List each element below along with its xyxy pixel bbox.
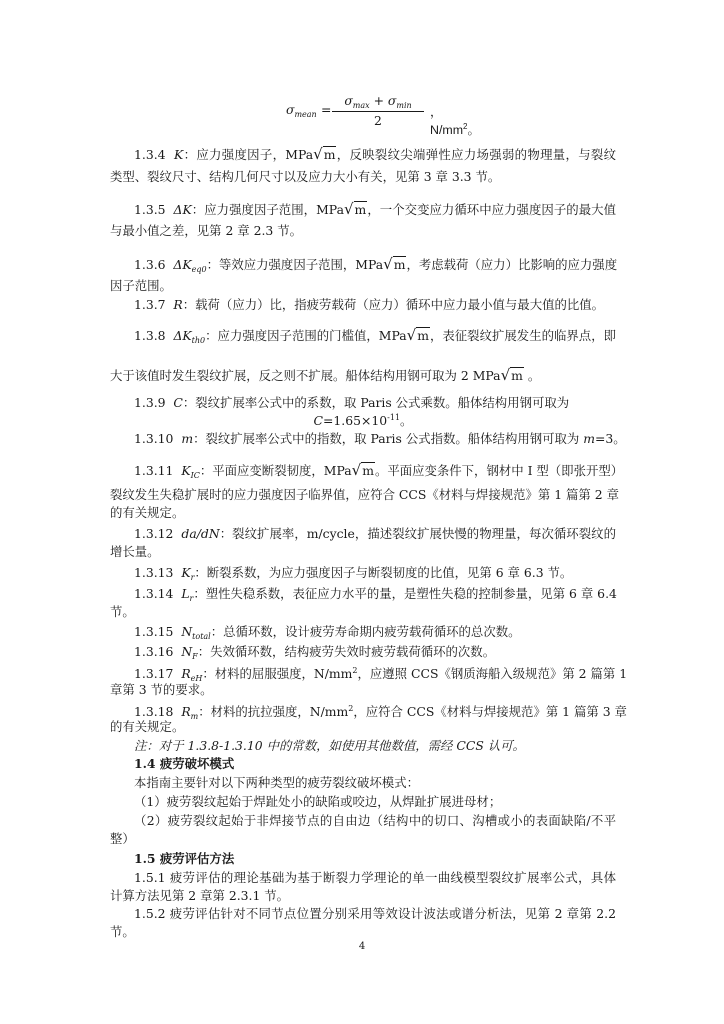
clause-1-3-17-line2: 章第 3 节的要求。 <box>110 682 213 697</box>
clause-text: ：裂纹扩展率公式中的系数，取 Paris 公式乘数。船体结构用钢可取为 <box>182 395 570 410</box>
clause-text: ：塑性失稳系数，表征应力水平的量，是塑性失稳的控制参量，见第 6 章 6.4 <box>193 586 617 601</box>
clause-symbol: da/dN <box>181 526 220 541</box>
unit-sup: 2 <box>352 666 358 675</box>
section-1-4-item-1: （1）疲劳裂纹起始于焊趾处小的缺陷或咬边，从焊趾扩展进母材； <box>134 794 502 809</box>
clause-symbol: ΔK <box>173 328 192 343</box>
clause-1-3-12-line2: 增长量。 <box>110 544 160 559</box>
clause-1-3-18-line2: 的有关规定。 <box>110 719 185 734</box>
clause-1-3-13 <box>134 565 616 586</box>
clause-1-5-2-line2: 节。 <box>110 924 135 939</box>
sqrt-icon: √m <box>406 326 429 344</box>
clause-text: ，考虑载荷（应力）比影响的应力强度 <box>406 257 618 272</box>
sqrt-radicand: m <box>393 257 406 272</box>
clause-1-3-16 <box>134 644 616 665</box>
clause-symbol-sub: F <box>192 652 198 661</box>
clause-symbol: ΔK <box>173 202 192 217</box>
clause-text: ：载荷（应力）比，指疲劳载荷（应力）循环中应力最小值与最大值的比值。 <box>182 297 605 312</box>
clause-text: 大于该值时发生裂纹扩展，反之则不扩展。船体结构用钢可取为 2 MPa <box>110 368 501 383</box>
clause-1-5-1-line2: 计算方法见第 2 章第 2.3.1 节。 <box>110 888 290 903</box>
clause-1-3-15 <box>134 624 616 645</box>
clause-symbol: K <box>181 463 191 478</box>
sqrt-radicand: m <box>354 202 367 217</box>
clause-text: 。 <box>523 368 541 383</box>
clause-text: ：材料的抗拉强度，N/mm <box>198 704 349 719</box>
sqrt-radicand: m <box>323 147 336 162</box>
clause-number: 1.3.11 <box>134 463 174 478</box>
clause-number: 1.3.12 <box>134 526 174 541</box>
clause-number: 1.3.6 <box>134 257 166 272</box>
num-b: σ <box>387 93 397 108</box>
clause-number: 1.3.14 <box>134 586 174 601</box>
clause-number: 1.3.16 <box>134 644 174 659</box>
clause-1-3-12-line1 <box>134 526 616 542</box>
formula-lhs-sub: mean <box>294 110 317 119</box>
clause-text: ：材料的屈服强度，N/mm <box>202 666 353 681</box>
clause-number: 1.3.4 <box>134 147 166 162</box>
clause-1-3-11-line2: 裂纹发生失稳扩展时的应力强度因子临界值，应符合 CCS《材料与焊接规范》第 1 篇第 2 章 <box>110 487 619 502</box>
clause-symbol: R <box>173 297 183 312</box>
note: 注：对于 1.3.8-1.3.10 中的常数，如使用其他数值，需经 CCS 认可。 <box>134 738 525 753</box>
formula-denominator: 2 <box>374 113 382 128</box>
clause-1-3-9-equation <box>110 410 616 429</box>
clause-text: ：等效应力强度因子范围，MPa <box>206 257 384 272</box>
num-plus: + <box>369 93 388 108</box>
clause-symbol-sub: r <box>190 573 195 582</box>
clause-symbol: N <box>181 644 193 659</box>
sqrt-radicand: m <box>417 328 429 343</box>
formula-lhs: σ <box>286 102 295 117</box>
clause-text: =3。 <box>594 431 626 446</box>
clause-1-5-1-line1: 1.5.1 疲劳评估的理论基础为基于断裂力学理论的单一曲线模型裂纹扩展率公式，具体 <box>134 870 616 885</box>
clause-symbol-sub: eH <box>190 674 203 683</box>
eq-symbol: C <box>313 413 324 428</box>
clause-symbol: K <box>174 147 184 162</box>
clause-1-3-8-line2 <box>110 367 616 384</box>
clause-text: 。平面应变条件下，钢材中 I 型（即张开型） <box>374 463 624 478</box>
clause-text: ：裂纹扩展率公式中的指数，取 Paris 公式指数。船体结构用钢可取为 <box>193 431 584 446</box>
clause-symbol: K <box>181 565 191 580</box>
clause-number: 1.3.13 <box>134 565 174 580</box>
section-1-5-heading: 1.5 疲劳评估方法 <box>134 851 235 866</box>
clause-1-3-7 <box>134 297 616 313</box>
clause-text: ，应符合 CCS《材料与焊接规范》第 1 篇第 3 章 <box>353 704 627 719</box>
clause-1-3-11-line3: 的有关规定。 <box>110 505 185 520</box>
sqrt-icon: √m <box>383 255 406 273</box>
clause-1-3-10 <box>134 431 626 447</box>
eq-end: 。 <box>400 413 413 428</box>
clause-text: ：总循环数，设计疲劳寿命期内疲劳载荷循环的总次数。 <box>210 624 521 639</box>
sqrt-radicand: m <box>362 463 374 478</box>
unit-a: ， N/mm <box>430 105 464 137</box>
clause-symbol-sub: th0 <box>191 336 206 345</box>
clause-text: ：平面应变断裂韧度，MPa <box>199 463 352 478</box>
clause-number: 1.3.10 <box>134 431 174 446</box>
clause-symbol: m <box>181 431 194 446</box>
num-a: σ <box>344 93 353 108</box>
section-1-4-heading: 1.4 疲劳破坏模式 <box>134 756 235 771</box>
clause-text: ：应力强度因子，MPa <box>183 147 314 162</box>
clause-1-3-14-line2: 节。 <box>110 604 135 619</box>
formula-numerator <box>332 93 424 112</box>
clause-symbol-sub: r <box>189 594 194 603</box>
clause-symbol: C <box>173 395 183 410</box>
clause-symbol-sub: eq0 <box>191 265 207 274</box>
clause-1-3-9-line1 <box>134 395 616 411</box>
clause-1-3-4-line1 <box>134 146 616 163</box>
clause-text: ，反映裂纹尖端弹性应力场强弱的物理量，与裂纹 <box>336 147 616 162</box>
clause-number: 1.3.7 <box>134 297 166 312</box>
eq-exponent: -11 <box>387 413 401 422</box>
unit-b: 。 <box>467 123 480 137</box>
clause-1-3-5-line1 <box>134 201 616 218</box>
formula-equals: = <box>321 102 332 117</box>
clause-1-3-6-line2: 因子范围。 <box>110 278 172 293</box>
unit-sup: 2 <box>348 704 354 713</box>
clause-text: ：断裂系数，为应力强度因子与断裂韧度的比值，见第 6 章 6.3 节。 <box>194 565 573 580</box>
clause-text: ：应力强度因子范围的门槛值，MPa <box>205 328 407 343</box>
clause-symbol: R <box>181 666 191 681</box>
clause-symbol: ΔK <box>173 257 192 272</box>
clause-symbol-sub: IC <box>190 471 200 480</box>
clause-text: ：应力强度因子范围，MPa <box>191 202 344 217</box>
clause-symbol: N <box>181 624 193 639</box>
clause-number: 1.3.5 <box>134 202 166 217</box>
mean-stress-formula <box>280 93 480 137</box>
clause-symbol-sub: total <box>192 632 211 641</box>
clause-symbol-sub: m <box>190 712 199 721</box>
page-number: 4 <box>358 941 366 952</box>
clause-1-3-4-line2: 类型、裂纹尺寸、结构几何尺寸以及应力大小有关，见第 3 章 3.3 节。 <box>110 169 501 184</box>
clause-text: ，应遵照 CCS《钢质海船入级规范》第 2 篇第 1 <box>357 666 628 681</box>
eq-value: =1.65×10 <box>323 413 388 428</box>
formula-unit <box>430 102 480 138</box>
clause-text: ，表征裂纹扩展发生的临界点，即 <box>429 328 616 343</box>
sqrt-icon: √m <box>313 145 336 163</box>
sqrt-radicand: m <box>511 368 523 383</box>
num-a-sub: max <box>352 101 370 110</box>
clause-text: ：裂纹扩展率，m/cycle，描述裂纹扩展快慢的物理量，每次循环裂纹的 <box>219 526 616 541</box>
clause-text: ，一个交变应力循环中应力强度因子的最大值 <box>367 202 616 217</box>
clause-1-3-5-line2: 与最小值之差，见第 2 章 2.3 节。 <box>110 223 303 238</box>
section-1-4-intro: 本指南主要针对以下两种类型的疲劳裂纹破坏模式： <box>134 775 419 790</box>
clause-1-3-8-line1 <box>134 327 616 349</box>
num-b-sub: min <box>396 101 412 110</box>
clause-1-3-11-line1 <box>134 461 624 484</box>
clause-number: 1.3.17 <box>134 666 174 681</box>
sqrt-icon: √m <box>343 200 367 218</box>
section-1-4-item-2-line1: （2）疲劳裂纹起始于非焊接节点的自由边（结构中的切口、沟槽或小的表面缺陷/不平 <box>134 813 616 828</box>
clause-symbol: R <box>181 704 191 719</box>
clause-1-5-2-line1: 1.5.2 疲劳评估针对不同节点位置分别采用等效设计波法或谱分析法，见第 2 章第 2.2 <box>134 906 616 921</box>
clause-text: ：失效循环数，结构疲劳失效时疲劳载荷循环的次数。 <box>197 644 496 659</box>
sqrt-icon: √m <box>351 461 374 479</box>
clause-number: 1.3.15 <box>134 624 174 639</box>
clause-symbol: m <box>583 431 595 446</box>
section-1-4-item-2-line2: 整） <box>110 831 135 846</box>
clause-symbol: L <box>181 586 190 601</box>
formula-fraction <box>332 93 424 128</box>
clause-number: 1.3.9 <box>134 395 166 410</box>
unit-sup: 2 <box>463 122 468 131</box>
clause-number: 1.3.8 <box>134 328 166 343</box>
clause-1-3-6-line1 <box>134 256 616 278</box>
clause-number: 1.3.18 <box>134 704 174 719</box>
sqrt-icon: √m <box>500 366 523 384</box>
